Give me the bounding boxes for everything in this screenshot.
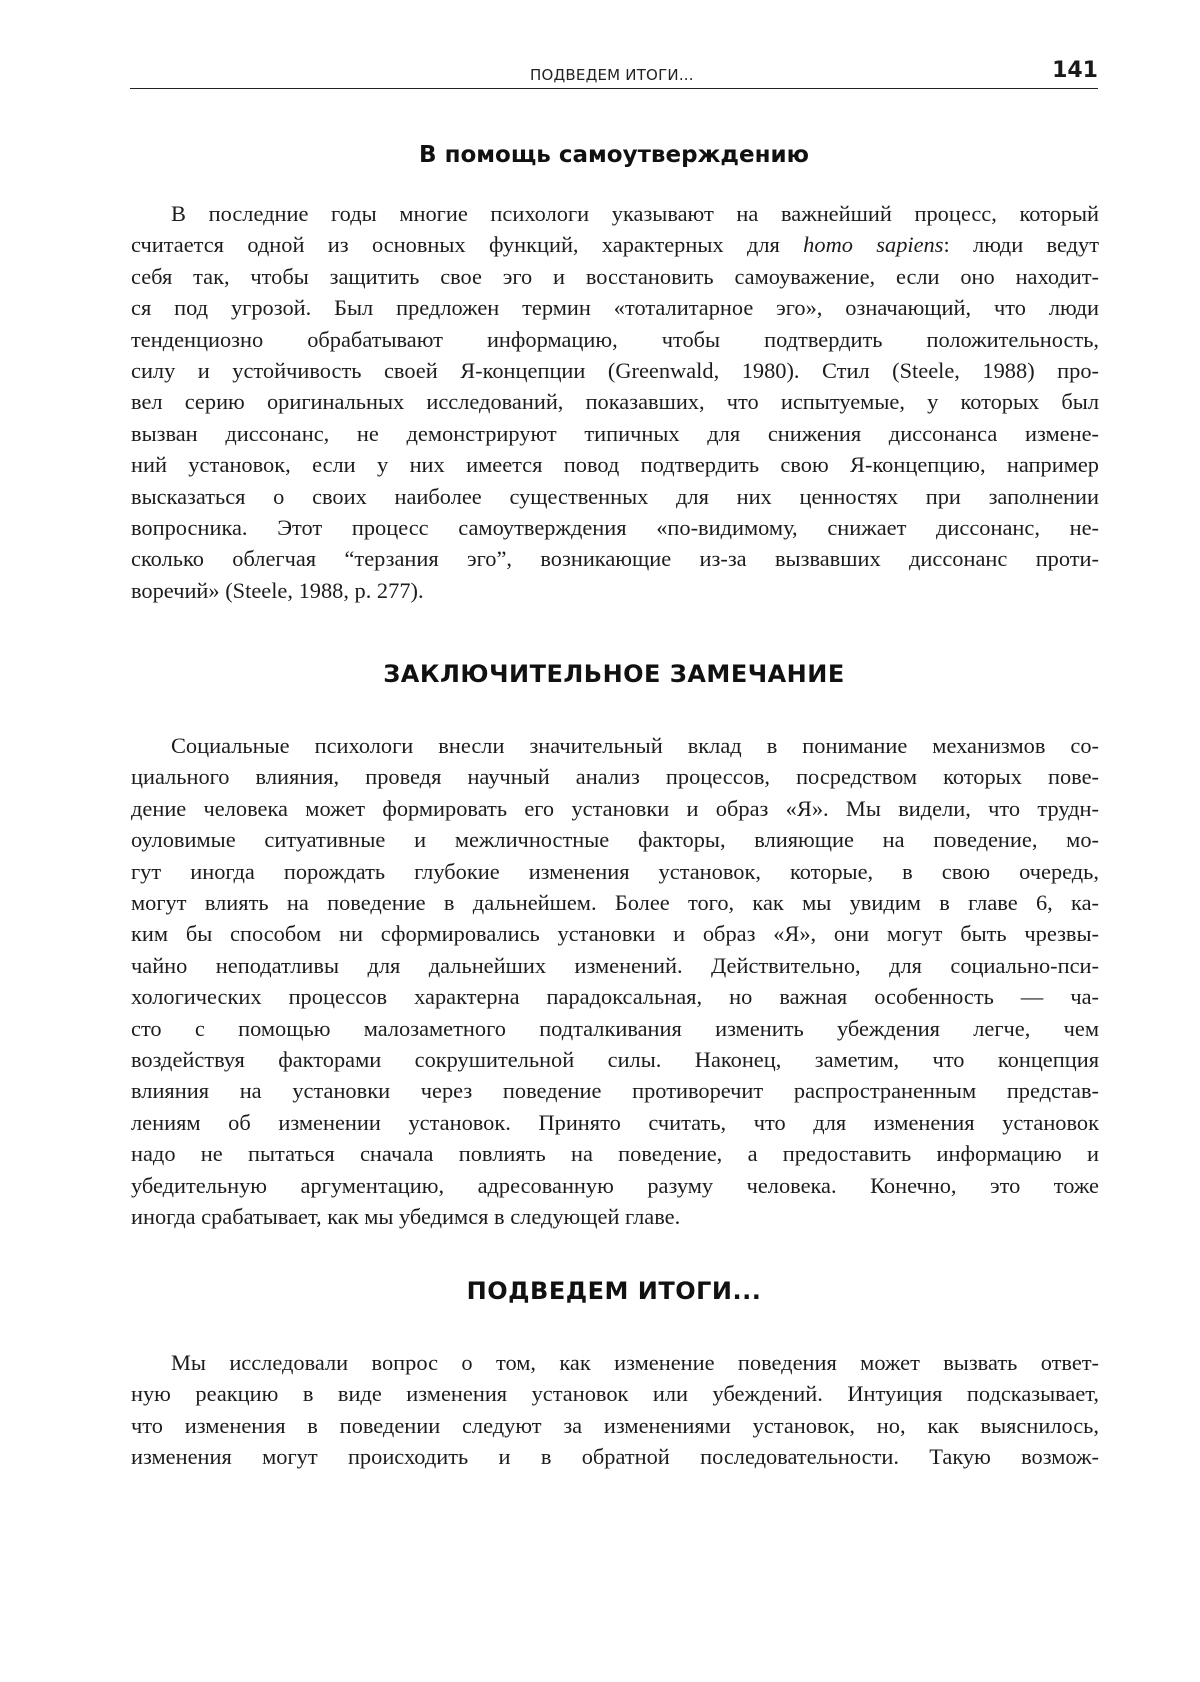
- text-line: ний установок, если у них имеется повод подтвердить свою Я-концепцию, например: [131, 452, 1099, 478]
- section-heading-conclusion: ЗАКЛЮЧИТЕЛЬНОЕ ЗАМЕЧАНИЕ: [383, 660, 845, 688]
- text-line: ким бы способом ни сформировались установки и образ «Я», они могут быть чрезвы-: [131, 921, 1099, 947]
- section-body-self-affirmation: [131, 198, 1099, 606]
- text-line: надо не пытаться сначала повлиять на поведение, а предоставить информацию и: [131, 1141, 1099, 1167]
- running-header: [130, 58, 1098, 89]
- text-line: тенденциозно обрабатывают информацию, чтобы подтвердить положительность,: [131, 326, 1099, 352]
- text-line: вел серию оригинальных исследований, показавших, что испытуемые, у которых был: [131, 389, 1099, 415]
- running-title: ПОДВЕДЕМ ИТОГИ...: [530, 66, 694, 84]
- text-line: лениям об изменении установок. Принято считать, что для изменения установок: [131, 1109, 1099, 1135]
- text-line: силу и устойчивость своей Я-концепции (Greenwald, 1980). Стил (Steele, 1988) про-: [131, 358, 1099, 384]
- text-line: считается одной из основных функций, характерных для homo sapiens: люди ведут: [131, 232, 1099, 258]
- text-line: что изменения в поведении следуют за изменениями установок, но, как выяснилось,: [131, 1412, 1099, 1438]
- text-line: иногда срабатывает, как мы убедимся в следующей главе.: [131, 1204, 681, 1230]
- text-line: Мы исследовали вопрос о том, как изменение поведения может вызвать ответ-: [171, 1350, 1099, 1375]
- section-heading-summary: ПОДВЕДЕМ ИТОГИ...: [466, 1277, 762, 1305]
- text-line: оуловимые ситуативные и межличностные факторы, влияющие на поведение, мо-: [131, 827, 1099, 853]
- section-body-summary: [131, 1347, 1099, 1473]
- text-line: дение человека может формировать его установки и образ «Я». Мы видели, что трудн-: [131, 795, 1099, 821]
- section-heading-self-affirmation: В помощь самоутверждению: [419, 142, 809, 168]
- text-line: высказаться о своих наиболее существенных для них ценностях при заполнении: [131, 483, 1099, 509]
- italic-term: homo sapiens: [803, 232, 944, 258]
- text-line: могут влиять на поведение в дальнейшем. Более того, как мы увидим в главе 6, ка-: [131, 890, 1099, 916]
- text-line: себя так, чтобы защитить свое эго и восстановить самоуважение, если оно находит-: [131, 263, 1099, 289]
- text-line: убедительную аргументацию, адресованную разуму человека. Конечно, это тоже: [131, 1172, 1099, 1198]
- text-line: циального влияния, проведя научный анализ процессов, посредством которых пове-: [131, 764, 1099, 790]
- text-line: воречий» (Steele, 1988, p. 277).: [131, 577, 424, 603]
- text-line: ную реакцию в виде изменения установок или убеждений. Интуиция подсказывает,: [131, 1381, 1099, 1407]
- text-line: ся под угрозой. Был предложен термин «тоталитарное эго», означающий, что люди: [131, 295, 1099, 321]
- text-line: вызван диссонанс, не демонстрируют типичных для снижения диссонанса измене-: [131, 420, 1099, 446]
- section-body-conclusion: [131, 730, 1099, 1233]
- text-line: влияния на установки через поведение противоречит распространенным представ-: [131, 1078, 1099, 1104]
- text-line: хологических процессов характерна парадоксальная, но важная особенность — ча-: [131, 984, 1099, 1010]
- text-line: сто с помощью малозаметного подталкивания изменить убеждения легче, чем: [131, 1015, 1099, 1041]
- text-line: вопросника. Этот процесс самоутверждения «по-видимому, снижает диссонанс, не-: [131, 515, 1099, 541]
- page-number: 141: [1052, 58, 1098, 83]
- text-line: В последние годы многие психологи указывают на важнейший процесс, который: [171, 201, 1099, 226]
- text-line: изменения могут происходить и в обратной последовательности. Такую возмож-: [131, 1444, 1099, 1470]
- text-line: чайно неподатливы для дальнейших изменений. Действительно, для социально-пси-: [131, 952, 1099, 978]
- text-line: сколько облегчая “терзания эго”, возникающие из-за вызвавших диссонанс проти-: [131, 546, 1099, 572]
- text-line: гут иногда порождать глубокие изменения установок, которые, в свою очередь,: [131, 858, 1099, 884]
- text-line: Социальные психологи внесли значительный вклад в понимание механизмов со-: [171, 733, 1099, 758]
- text-line: воздействуя факторами сокрушительной силы. Наконец, заметим, что концепция: [131, 1047, 1099, 1073]
